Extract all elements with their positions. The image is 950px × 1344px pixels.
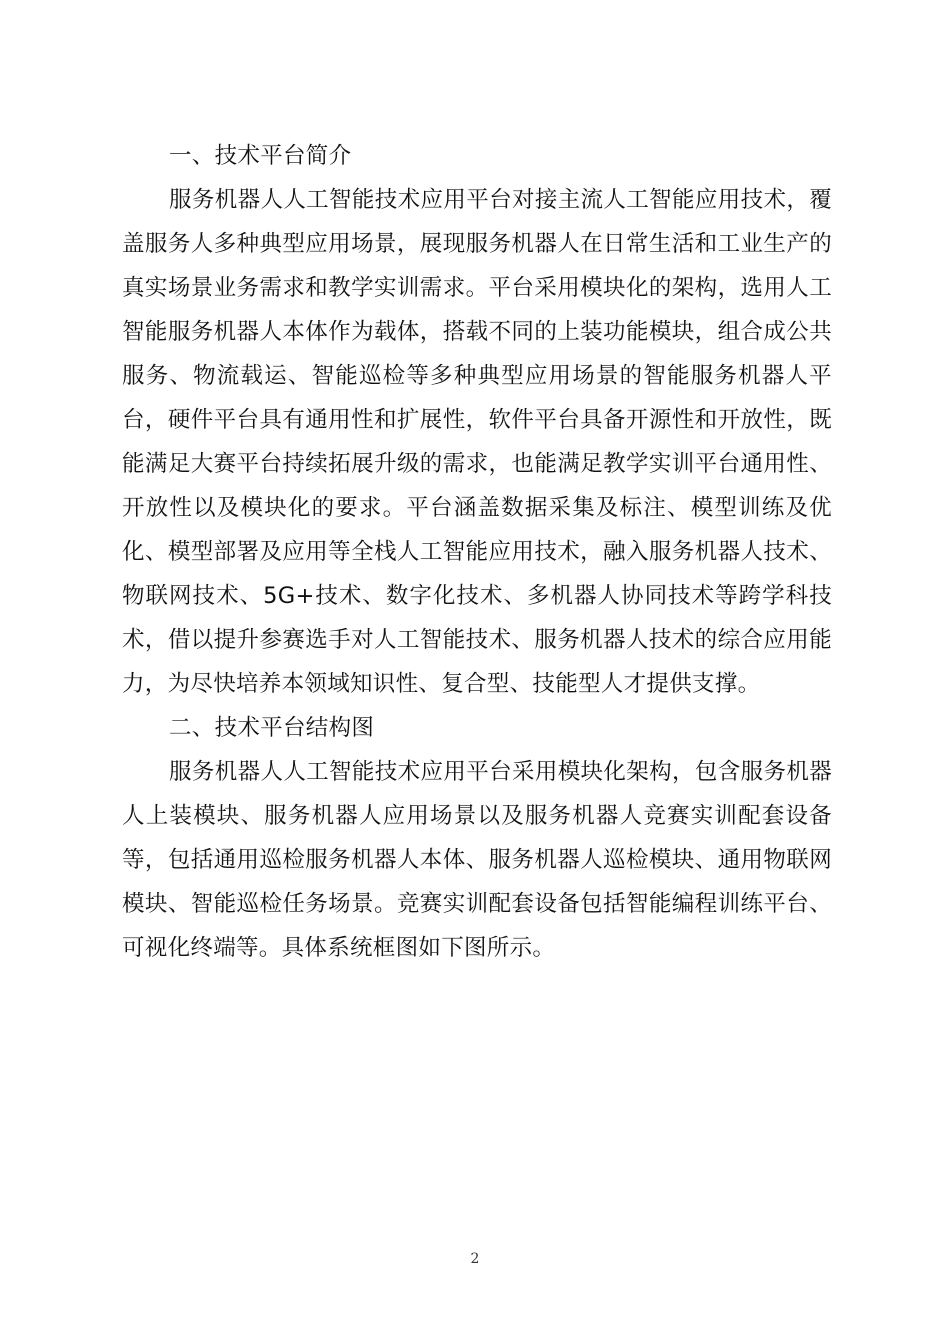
section-2-heading: 二、技术平台结构图 [169, 715, 375, 741]
section-1-heading: 一、技术平台简介 [169, 143, 352, 169]
page-number: 2 [470, 1251, 480, 1267]
section-1-paragraph: 服务机器人人工智能技术应用平台对接主流人工智能应用技术，覆盖服务人多种典型应用场景，展现服务机器人在日常生活和工业生产的真实场景业务需求和教学实训需求。平台采用模块化的架构，选用人工智能服务机器人本体作为载体，搭载不同的上装功能模块，组合成公共服务、物流载运、智能巡检等多种典型应用场景的智能服务机器人平台，硬件平台具有通用性和扩展性，软件平台具备开源性和开放性，既能满足大赛平台持续拓展升级的需求，也能满足教学实训平台通用性、开放性以及模块化的要求。平台涵盖数据采集及标注、模型训练及优化、模型部署及应用等全栈人工智能应用技术，融入服务机器人技术、物联网技术、5G+技术、数字化技术、多机器人协同技术等跨学科技术，借以提升参赛选手对人工智能技术、服务机器人技术的综合应用能力，为尽快培养本领域知识性、复合型、技能型人才提供支撑。 [122, 187, 832, 697]
section-2-paragraph: 服务机器人人工智能技术应用平台采用模块化架构，包含服务机器人上装模块、服务机器人应用场景以及服务机器人竞赛实训配套设备等，包括通用巡检服务机器人本体、服务机器人巡检模块、通用物联网模块、智能巡检任务场景。竞赛实训配套设备包括智能编程训练平台、可视化终端等。具体系统框图如下图所示。 [122, 759, 832, 961]
document-body [122, 134, 832, 970]
